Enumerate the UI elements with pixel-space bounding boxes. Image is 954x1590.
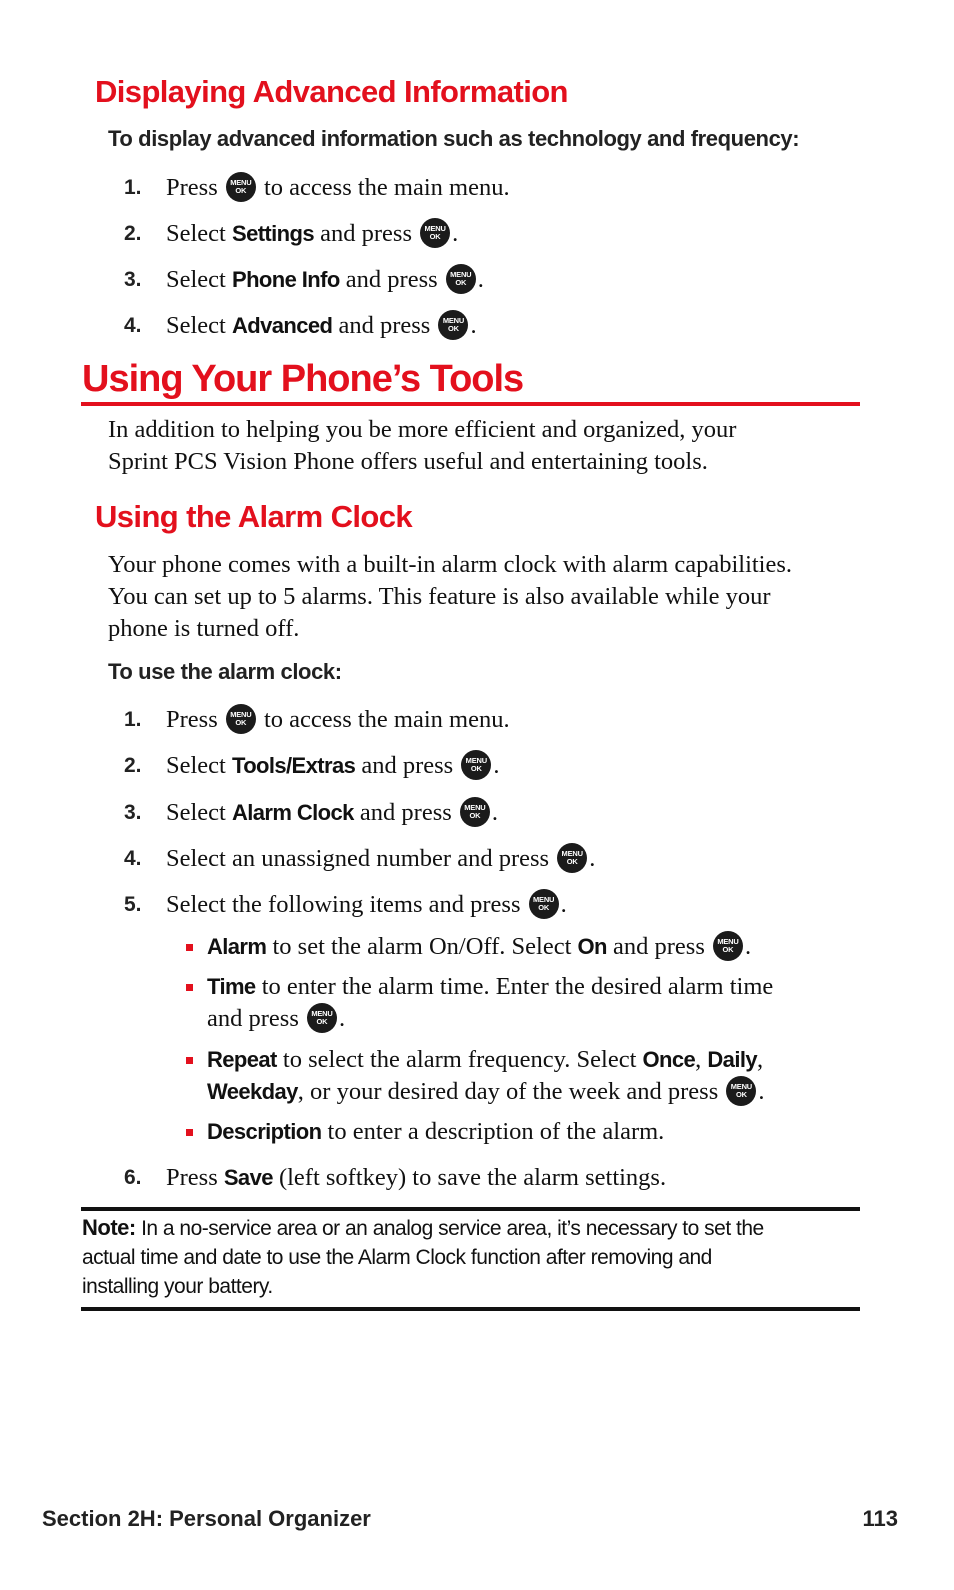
bullet-square-icon	[186, 1129, 193, 1136]
menu-ok-key-icon: MENU OK	[226, 172, 256, 202]
step-number: 1.	[124, 176, 142, 199]
menu-ok-key-icon: MENU OK	[460, 797, 490, 827]
step-text: Select the following items and press MENU OK .	[166, 891, 567, 918]
step-text: Select Alarm Clock and press MENU OK .	[166, 799, 499, 826]
step-text: Press Save (left softkey) to save the alarm settings.	[166, 1164, 667, 1191]
menu-ok-key-icon: MENU OK	[420, 218, 450, 248]
step-number: 2.	[124, 754, 142, 777]
menu-ok-key-icon: MENU OK	[529, 889, 559, 919]
step-text: Press MENU OK to access the main menu.	[166, 174, 510, 201]
step-text: Select Tools/Extras and press MENU OK .	[166, 752, 500, 779]
menu-ok-key-icon: MENU OK	[438, 310, 468, 340]
bullet-text: Description to enter a description of the alarm.	[207, 1118, 665, 1145]
page-number: 113	[862, 1506, 898, 1531]
section-heading-alarm-clock: Using the Alarm Clock	[95, 499, 412, 534]
menu-ok-key-icon: MENU OK	[713, 931, 743, 961]
note-rule-top	[81, 1207, 860, 1211]
bullet-text: Time to enter the alarm time. Enter the desired alarm time and press MENU OK .	[207, 973, 774, 1032]
step-number: 3.	[124, 268, 142, 291]
menu-ok-key-icon: MENU OK	[557, 843, 587, 873]
menu-ok-key-icon: MENU OK	[307, 1003, 337, 1033]
bullet-square-icon	[186, 1057, 193, 1064]
chapter-heading-tools: Using Your Phone’s Tools	[82, 358, 524, 400]
menu-ok-key-icon: MENU OK	[226, 704, 256, 734]
step-number: 4.	[124, 847, 142, 870]
bullet-square-icon	[186, 944, 193, 951]
step-text: Select Advanced and press MENU OK .	[166, 312, 477, 339]
menu-ok-key-icon: MENU OK	[726, 1076, 756, 1106]
menu-ok-key-icon: MENU OK	[461, 750, 491, 780]
alarm-paragraph: Your phone comes with a built-in alarm clock with alarm capabilities. You can set up to 5 alarms. This feature is also available while your phone is turned off.	[108, 551, 793, 642]
step-number: 1.	[124, 708, 142, 731]
step-number: 6.	[124, 1166, 142, 1189]
section-intro: To display advanced information such as technology and frequency:	[108, 126, 800, 151]
bullet-text: Alarm to set the alarm On/Off. Select On and press MENU OK .	[207, 933, 752, 960]
tools-paragraph: In addition to helping you be more efficient and organized, your Sprint PCS Vision Phone offers useful and entertaining tools.	[108, 416, 737, 475]
section-heading-advanced-info: Displaying Advanced Information	[95, 74, 568, 109]
note-rule-bottom	[81, 1307, 860, 1311]
bullet-square-icon	[186, 984, 193, 991]
step-text: Select an unassigned number and press MENU OK .	[166, 845, 596, 872]
menu-ok-key-icon: MENU OK	[446, 264, 476, 294]
step-text: Select Phone Info and press MENU OK .	[166, 266, 484, 293]
step-text: Select Settings and press MENU OK .	[166, 220, 459, 247]
step-number: 3.	[124, 801, 142, 824]
step-number: 5.	[124, 893, 142, 916]
note-label: Note:	[82, 1215, 136, 1240]
bullet-text: Repeat to select the alarm frequency. Select Once, Daily, Weekday, or your desired day of the week and press MENU OK .	[207, 1046, 765, 1105]
footer-section-label: Section 2H: Personal Organizer	[42, 1506, 371, 1531]
section-intro: To use the alarm clock:	[108, 659, 342, 684]
step-number: 4.	[124, 314, 142, 337]
note-box: Note: In a no-service area or an analog service area, it’s necessary to set the actual time and date to use the Alarm Clock function after removing and installing your battery.	[82, 1215, 764, 1298]
step-text: Press MENU OK to access the main menu.	[166, 706, 510, 733]
step-number: 2.	[124, 222, 142, 245]
heading-rule	[81, 402, 860, 406]
